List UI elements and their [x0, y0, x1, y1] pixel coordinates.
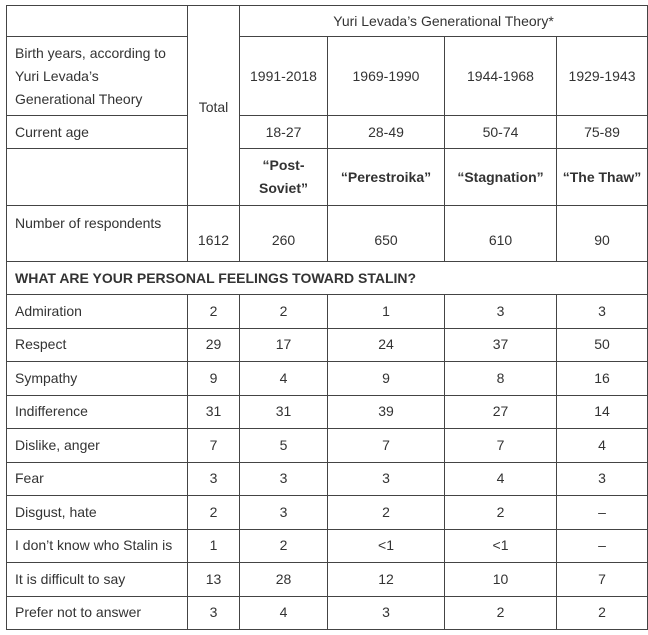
- birth-years-perestroika: 1969-1990: [328, 37, 445, 116]
- row-value-thaw: 3: [557, 295, 648, 329]
- generation-stagnation: “Stagnation”: [445, 149, 557, 206]
- row-value-thaw: 16: [557, 362, 648, 396]
- generation-name-row: [7, 149, 648, 206]
- row-value-thaw: 3: [557, 462, 648, 496]
- row-value-thaw: 7: [557, 563, 648, 597]
- table-row: [7, 395, 648, 429]
- response-rows: [7, 295, 648, 630]
- respondents-total: 1612: [188, 206, 240, 262]
- row-value-post-soviet: 3: [240, 496, 328, 530]
- respondents-stagnation: 610: [445, 206, 557, 262]
- respondents-row: [7, 206, 648, 262]
- row-value-stagnation: 8: [445, 362, 557, 396]
- row-total: 9: [188, 362, 240, 396]
- current-age-label: Current age: [7, 116, 188, 149]
- row-value-stagnation: 10: [445, 563, 557, 597]
- row-value-post-soviet: 3: [240, 462, 328, 496]
- row-value-post-soviet: 5: [240, 429, 328, 463]
- row-label: Prefer not to answer: [7, 596, 188, 630]
- generation-post-soviet: “Post-Soviet”: [240, 149, 328, 206]
- birth-years-post-soviet: 1991-2018: [240, 37, 328, 116]
- row-value-stagnation: 7: [445, 429, 557, 463]
- row-total: 3: [188, 462, 240, 496]
- table-row: [7, 496, 648, 530]
- row-value-post-soviet: 31: [240, 395, 328, 429]
- row-value-post-soviet: 17: [240, 328, 328, 362]
- row-value-perestroika: 24: [328, 328, 445, 362]
- row-value-thaw: 4: [557, 429, 648, 463]
- row-total: 2: [188, 496, 240, 530]
- row-value-post-soviet: 4: [240, 596, 328, 630]
- row-label: Sympathy: [7, 362, 188, 396]
- row-label: Dislike, anger: [7, 429, 188, 463]
- table-row: [7, 429, 648, 463]
- row-value-stagnation: 3: [445, 295, 557, 329]
- row-value-thaw: –: [557, 529, 648, 563]
- row-label: Disgust, hate: [7, 496, 188, 530]
- row-label: It is difficult to say: [7, 563, 188, 597]
- row-value-post-soviet: 2: [240, 529, 328, 563]
- row-value-perestroika: 39: [328, 395, 445, 429]
- table-row: [7, 362, 648, 396]
- row-value-thaw: 50: [557, 328, 648, 362]
- row-label: Respect: [7, 328, 188, 362]
- current-age-row: [7, 116, 648, 149]
- row-value-perestroika: 2: [328, 496, 445, 530]
- row-value-post-soviet: 2: [240, 295, 328, 329]
- table-row: [7, 596, 648, 630]
- birth-years-stagnation: 1944-1968: [445, 37, 557, 116]
- row-value-perestroika: 1: [328, 295, 445, 329]
- theory-title: Yuri Levada’s Generational Theory*: [240, 6, 648, 37]
- row-value-perestroika: 3: [328, 596, 445, 630]
- row-label: I don’t know who Stalin is: [7, 529, 188, 563]
- total-header: Total: [188, 6, 240, 206]
- row-value-stagnation: 27: [445, 395, 557, 429]
- generation-perestroika: “Perestroika”: [328, 149, 445, 206]
- row-value-perestroika: 3: [328, 462, 445, 496]
- row-total: 7: [188, 429, 240, 463]
- row-value-stagnation: 2: [445, 596, 557, 630]
- row-value-perestroika: 12: [328, 563, 445, 597]
- age-stagnation: 50-74: [445, 116, 557, 149]
- birth-years-thaw: 1929-1943: [557, 37, 648, 116]
- row-total: 31: [188, 395, 240, 429]
- empty-corner-cell: [7, 6, 188, 37]
- table-row: [7, 563, 648, 597]
- table-row: [7, 462, 648, 496]
- row-value-perestroika: 7: [328, 429, 445, 463]
- row-value-stagnation: <1: [445, 529, 557, 563]
- row-value-perestroika: 9: [328, 362, 445, 396]
- age-post-soviet: 18-27: [240, 116, 328, 149]
- row-total: 29: [188, 328, 240, 362]
- respondents-label: Number of respondents: [7, 206, 188, 262]
- respondents-thaw: 90: [557, 206, 648, 262]
- respondents-perestroika: 650: [328, 206, 445, 262]
- row-total: 2: [188, 295, 240, 329]
- table-row: [7, 529, 648, 563]
- row-value-thaw: 14: [557, 395, 648, 429]
- row-value-thaw: 2: [557, 596, 648, 630]
- section-title: WHAT ARE YOUR PERSONAL FEELINGS TOWARD STALIN?: [7, 262, 648, 295]
- row-value-stagnation: 4: [445, 462, 557, 496]
- row-value-thaw: –: [557, 496, 648, 530]
- row-total: 3: [188, 596, 240, 630]
- empty-generation-label-cell: [7, 149, 188, 206]
- row-total: 13: [188, 563, 240, 597]
- row-value-perestroika: <1: [328, 529, 445, 563]
- generation-thaw: “The Thaw”: [557, 149, 648, 206]
- age-perestroika: 28-49: [328, 116, 445, 149]
- respondents-post-soviet: 260: [240, 206, 328, 262]
- row-label: Indifference: [7, 395, 188, 429]
- stalin-feelings-table: [6, 5, 648, 630]
- row-label: Admiration: [7, 295, 188, 329]
- theory-title-row: [7, 6, 648, 37]
- table-row: [7, 295, 648, 329]
- row-value-stagnation: 2: [445, 496, 557, 530]
- row-label: Fear: [7, 462, 188, 496]
- row-total: 1: [188, 529, 240, 563]
- row-value-stagnation: 37: [445, 328, 557, 362]
- section-row: [7, 262, 648, 295]
- row-value-post-soviet: 28: [240, 563, 328, 597]
- birth-years-row: [7, 37, 648, 116]
- age-thaw: 75-89: [557, 116, 648, 149]
- row-value-post-soviet: 4: [240, 362, 328, 396]
- birth-years-label: Birth years, according to Yuri Levada’s Generational Theory: [7, 37, 188, 116]
- table-row: [7, 328, 648, 362]
